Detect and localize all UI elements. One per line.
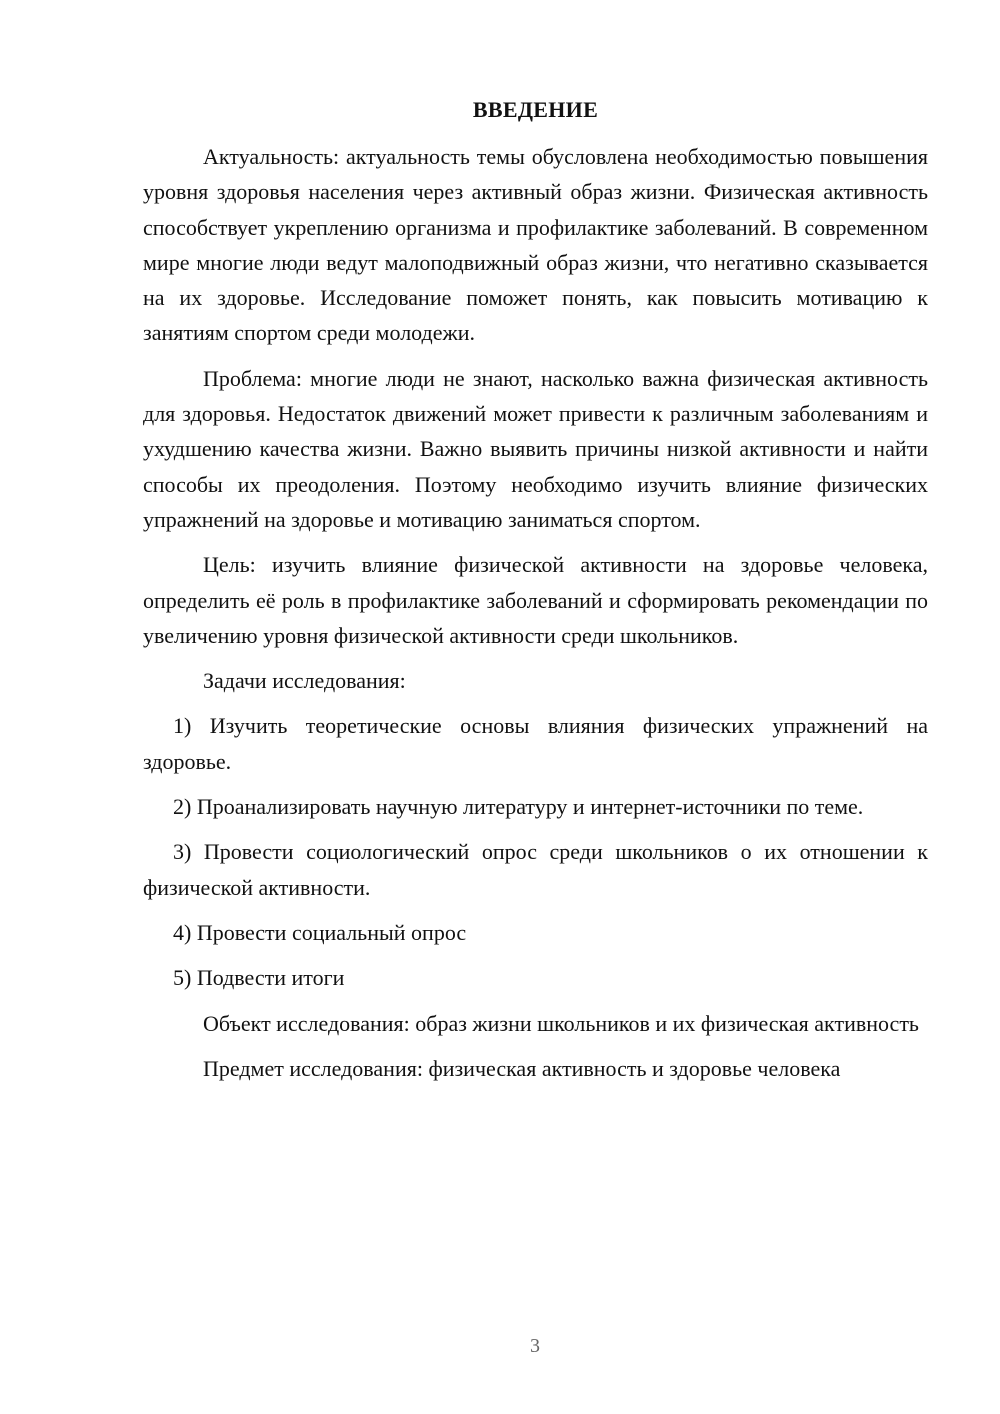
research-object-paragraph: Объект исследования: образ жизни школьников и их физическая активность [203, 1010, 919, 1036]
task-item: 5) Подвести итоги [173, 965, 345, 991]
tasks-heading: Задачи исследования: [203, 668, 406, 694]
task-item: 4) Провести социальный опрос [173, 919, 467, 945]
research-subject-paragraph: Предмет исследования: физическая активность и здоровье человека [203, 1055, 841, 1081]
goal-paragraph: Цель: изучить влияние физической активности на здоровье человека, определить её роль в профилактике заболеваний и сформировать рекомендации по увеличению уровня физической активности среди школьников. [143, 552, 928, 648]
task-item: 2) Проанализировать научную литературу и интернет-источники по теме. [173, 794, 864, 820]
relevance-paragraph: Актуальность: актуальность темы обусловлена необходимостью повышения уровня здоровья населения через активный образ жизни. Физическая активность способствует укреплению организма и профилактике заболеваний. В современном мире многие люди ведут малоподвижный образ жизни, что негативно сказывается на их здоровье. Исследование поможет понять, как повысить мотивацию к занятиям спортом среди молодежи. [143, 144, 928, 346]
task-item: 3) Провести социологический опрос среди школьников о их отношении к физической активности. [143, 839, 928, 900]
task-item: 1) Изучить теоретические основы влияния физических упражнений на здоровье. [143, 713, 928, 774]
page-number: 3 [530, 1335, 540, 1357]
problem-paragraph: Проблема: многие люди не знают, насколько важна физическая активность для здоровья. Недостаток движений может привести к различным заболеваниям и ухудшению качества жизни. Важно выявить причины низкой активности и найти способы их преодоления. Поэтому необходимо изучить влияние физических упражнений на здоровье и мотивацию заниматься спортом. [143, 365, 928, 532]
page-title: ВВЕДЕНИЕ [472, 97, 599, 122]
document-body [143, 92, 928, 1086]
